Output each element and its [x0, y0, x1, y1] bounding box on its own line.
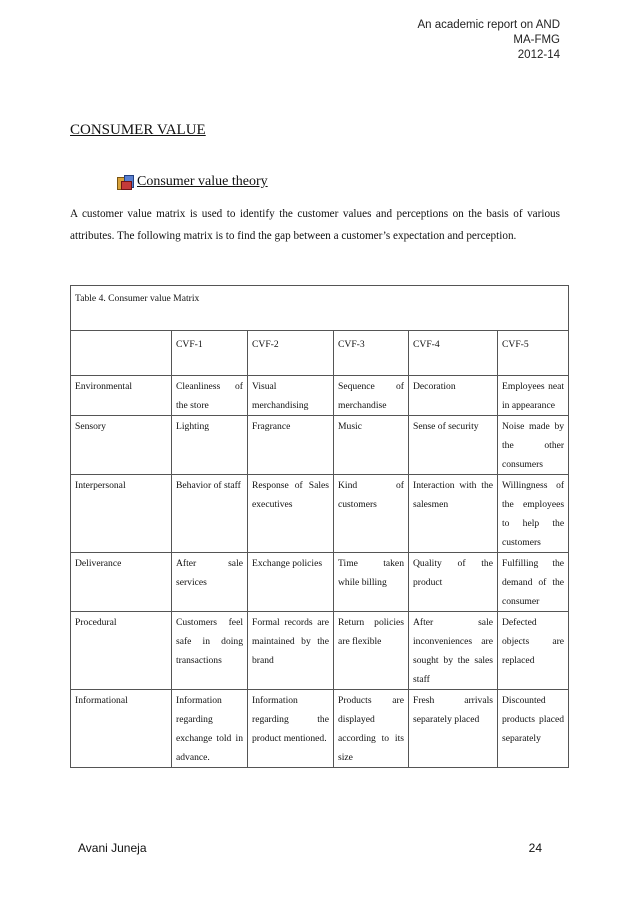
- column-header: [71, 331, 172, 376]
- footer-page-number: 24: [528, 841, 542, 855]
- subheading: [117, 174, 268, 190]
- row-label: Informational: [71, 690, 172, 768]
- column-header: CVF-5: [498, 331, 569, 376]
- table-caption: Table 4. Consumer value Matrix: [71, 286, 569, 331]
- row-label: Deliverance: [71, 553, 172, 612]
- table-cell: Return policies are flexible: [334, 612, 409, 690]
- table-row: [71, 475, 569, 553]
- table-row: [71, 553, 569, 612]
- column-header: CVF-1: [172, 331, 248, 376]
- row-label: Environmental: [71, 376, 172, 416]
- table-cell: Discounted products placed separately: [498, 690, 569, 768]
- header-line-2: MA-FMG: [513, 34, 560, 46]
- header-line-1: An academic report on AND: [417, 19, 560, 31]
- column-header: CVF-3: [334, 331, 409, 376]
- table-cell: Willingness of the employees to help the customers: [498, 475, 569, 553]
- table-row: [71, 416, 569, 475]
- header-line-3: 2012-14: [517, 49, 560, 61]
- table-cell: Time taken while billing: [334, 553, 409, 612]
- table-cell: Decoration: [409, 376, 498, 416]
- footer-author: Avani Juneja: [78, 841, 147, 855]
- row-label: Sensory: [71, 416, 172, 475]
- table-cell: Employees neat in appearance: [498, 376, 569, 416]
- table-cell: Sense of security: [409, 416, 498, 475]
- table-cell: Noise made by the other consumers: [498, 416, 569, 475]
- table-row: [71, 612, 569, 690]
- table-cell: Quality of the product: [409, 553, 498, 612]
- column-header: CVF-2: [248, 331, 334, 376]
- table-cell: Lighting: [172, 416, 248, 475]
- section-title: CONSUMER VALUE: [70, 122, 206, 138]
- table-cell: Customers feel safe in doing transactions: [172, 612, 248, 690]
- table-cell: Formal records are maintained by the brand: [248, 612, 334, 690]
- table-cell: Response of Sales executives: [248, 475, 334, 553]
- table-cell: Kind of customers: [334, 475, 409, 553]
- row-label: Interpersonal: [71, 475, 172, 553]
- table-cell: After sale inconveniences are sought by the sales staff: [409, 612, 498, 690]
- table-cell: Exchange policies: [248, 553, 334, 612]
- column-header: CVF-4: [409, 331, 498, 376]
- subheading-text: Consumer value theory: [137, 174, 268, 189]
- book-icon: [117, 174, 135, 190]
- table-cell: Behavior of staff: [172, 475, 248, 553]
- page-header: [417, 18, 560, 63]
- table-cell: Cleanliness of the store: [172, 376, 248, 416]
- table-cell: Music: [334, 416, 409, 475]
- table-row: [71, 690, 569, 768]
- table-cell: Information regarding the product mentioned.: [248, 690, 334, 768]
- table-cell: Fulfilling the demand of the consumer: [498, 553, 569, 612]
- table-header-row: [71, 331, 569, 376]
- table-cell: Interaction with the salesmen: [409, 475, 498, 553]
- table-cell: Defected objects are replaced: [498, 612, 569, 690]
- table-row: [71, 376, 569, 416]
- table-cell: Visual merchandising: [248, 376, 334, 416]
- table-cell: Products are displayed according to its size: [334, 690, 409, 768]
- table-cell: Fragrance: [248, 416, 334, 475]
- consumer-value-matrix-table: [70, 285, 569, 768]
- row-label: Procedural: [71, 612, 172, 690]
- table-cell: Fresh arrivals separately placed: [409, 690, 498, 768]
- table-cell: Information regarding exchange told in advance.: [172, 690, 248, 768]
- intro-paragraph: A customer value matrix is used to identify the customer values and perceptions on the basis of various attributes. The following matrix is to find the gap between a customer’s expectation and perception.: [70, 208, 560, 242]
- table-cell: After sale services: [172, 553, 248, 612]
- table-cell: Sequence of merchandise: [334, 376, 409, 416]
